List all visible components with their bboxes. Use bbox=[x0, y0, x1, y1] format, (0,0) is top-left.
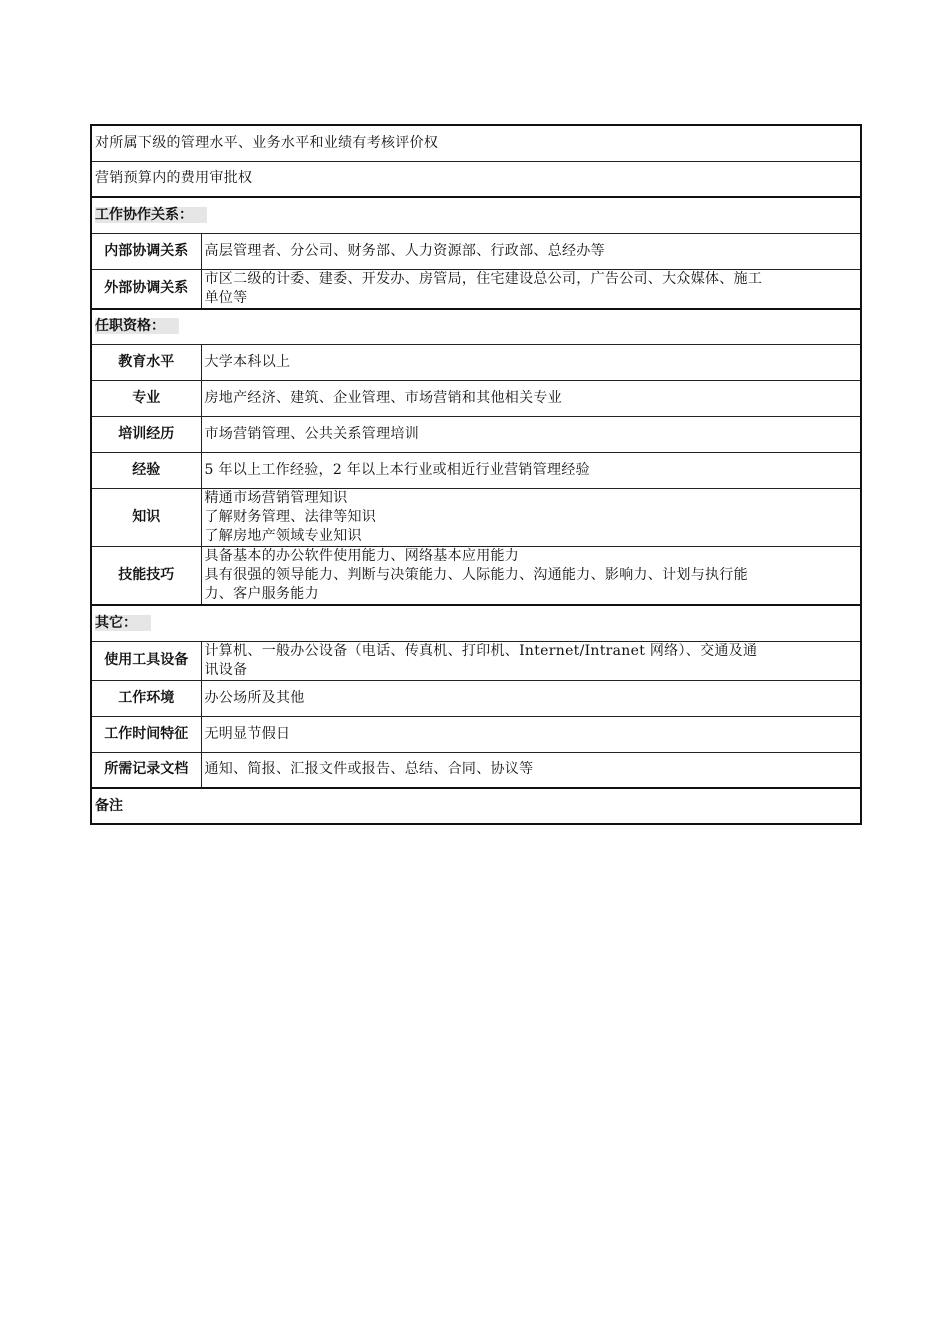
value-line: 了解财务管理、法律等知识 bbox=[204, 509, 377, 525]
value-line: 精通市场营销管理知识 bbox=[204, 490, 348, 506]
authority-row: 营销预算内的费用审批权 bbox=[91, 161, 861, 197]
field-label: 知识 bbox=[91, 489, 201, 547]
section-title: 工作协作关系： bbox=[95, 207, 207, 223]
job-description-table bbox=[90, 124, 862, 825]
field-label: 教育水平 bbox=[91, 345, 201, 381]
field-label: 技能技巧 bbox=[91, 547, 201, 606]
section-header-other bbox=[91, 605, 861, 641]
section-header-collaboration bbox=[91, 197, 861, 233]
field-value bbox=[201, 547, 861, 606]
field-label: 外部协调关系 bbox=[91, 269, 201, 309]
value-line: 单位等 bbox=[204, 289, 248, 306]
section-header-qualifications bbox=[91, 309, 861, 345]
field-value: 高层管理者、分公司、财务部、人力资源部、行政部、总经办等 bbox=[201, 233, 861, 269]
field-label: 专业 bbox=[91, 381, 201, 417]
field-label: 经验 bbox=[91, 453, 201, 489]
field-value: 办公场所及其他 bbox=[201, 680, 861, 716]
value-line: 计算机、一般办公设备（电话、传真机、打印机、Internet/Intranet 网络）、交通及通 bbox=[204, 642, 758, 659]
value-line: 具有很强的领导能力、判断与决策能力、人际能力、沟通能力、影响力、计划与执行能 bbox=[204, 567, 748, 583]
field-value: 市场营销管理、公共关系管理培训 bbox=[201, 417, 861, 453]
field-value bbox=[201, 489, 861, 547]
field-value bbox=[201, 269, 861, 309]
value-line: 具备基本的办公软件使用能力、网络基本应用能力 bbox=[204, 548, 520, 564]
authority-row: 对所属下级的管理水平、业务水平和业绩有考核评价权 bbox=[91, 125, 861, 161]
field-label: 工作时间特征 bbox=[91, 716, 201, 752]
field-value: 通知、简报、汇报文件或报告、总结、合同、协议等 bbox=[201, 752, 861, 788]
value-line: 市区二级的计委、建委、开发办、房管局，住宅建设总公司，广告公司、大众媒体、施工 bbox=[204, 270, 763, 287]
field-value: 房地产经济、建筑、企业管理、市场营销和其他相关专业 bbox=[201, 381, 861, 417]
field-value bbox=[201, 641, 861, 680]
section-title: 任职资格： bbox=[95, 318, 179, 334]
field-label: 培训经历 bbox=[91, 417, 201, 453]
field-label: 所需记录文档 bbox=[91, 752, 201, 788]
section-header-remark bbox=[91, 788, 861, 824]
field-label: 使用工具设备 bbox=[91, 641, 201, 680]
field-value: 无明显节假日 bbox=[201, 716, 861, 752]
value-line: 力、客户服务能力 bbox=[204, 586, 319, 602]
field-value: 5 年以上工作经验，2 年以上本行业或相近行业营销管理经验 bbox=[201, 453, 861, 489]
field-label: 内部协调关系 bbox=[91, 233, 201, 269]
field-value: 大学本科以上 bbox=[201, 345, 861, 381]
field-label: 工作环境 bbox=[91, 680, 201, 716]
value-line: 讯设备 bbox=[204, 661, 248, 678]
section-title: 备注 bbox=[95, 797, 123, 814]
value-line: 了解房地产领域专业知识 bbox=[204, 528, 362, 544]
section-title: 其它： bbox=[95, 615, 151, 631]
